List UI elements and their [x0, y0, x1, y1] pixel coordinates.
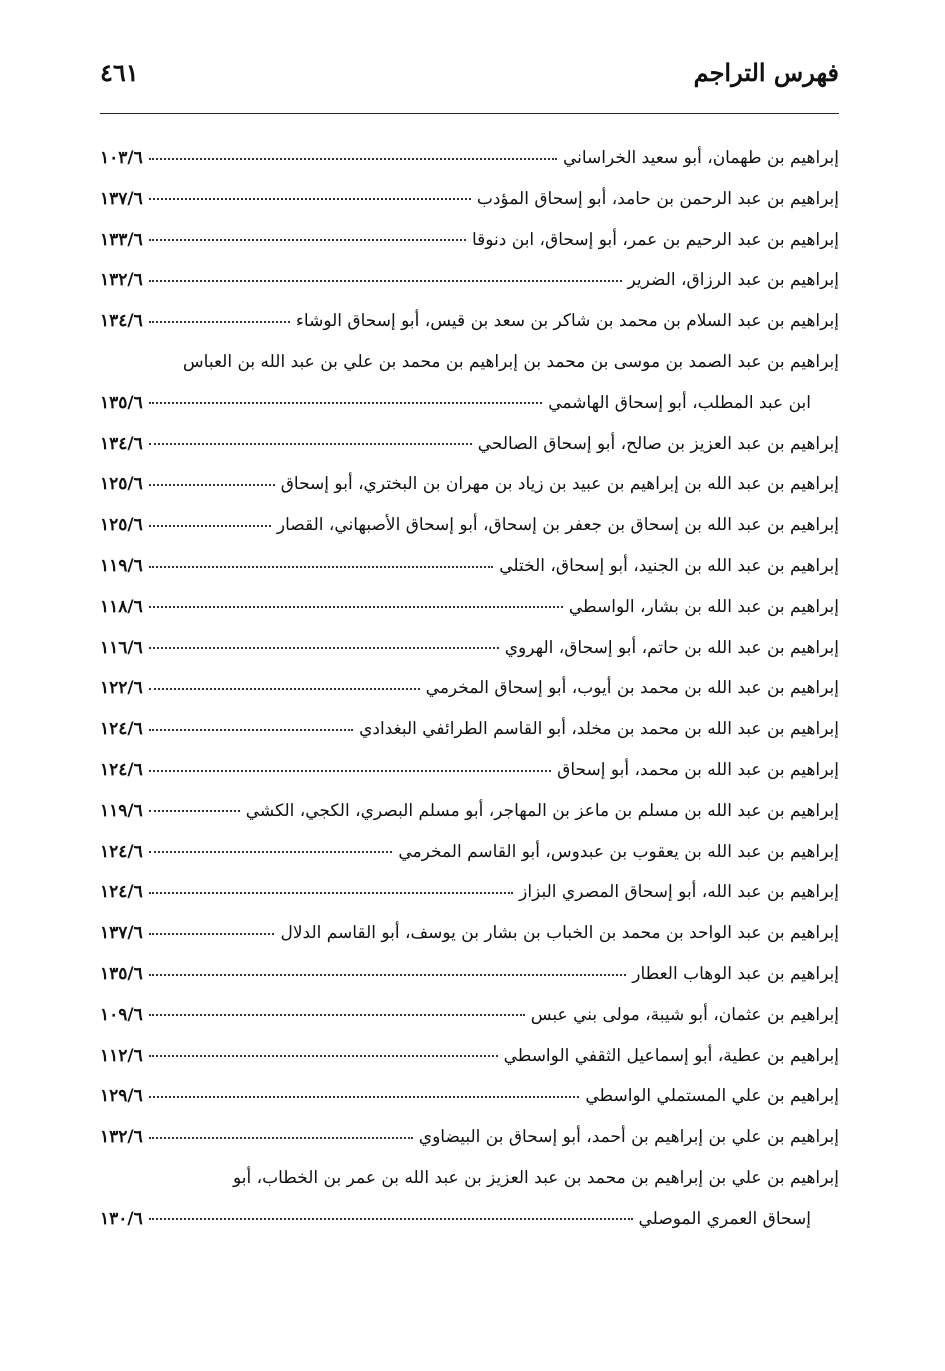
entry-line: [100, 464, 839, 505]
volume-page-ref: ١٣٥/٦: [100, 963, 143, 984]
index-entry: [100, 138, 839, 179]
index-entry: [100, 1158, 839, 1240]
index-entry: [100, 1076, 839, 1117]
leader-dots: [149, 761, 551, 772]
entry-name: إبراهيم بن عبد الله، أبو إسحاق المصري البزاز: [519, 882, 839, 903]
entry-continuation-line: [100, 383, 839, 424]
index-entries: [100, 138, 839, 1240]
entry-continuation-line: [100, 1199, 839, 1240]
entry-name: إبراهيم بن عبد الله بن إسحاق بن جعفر بن إسحاق، أبو إسحاق الأصبهاني، القصار: [276, 515, 839, 536]
leader-dots: [149, 312, 290, 323]
entry-line: [100, 1076, 839, 1117]
leader-dots: [149, 598, 563, 609]
entry-line: [100, 1158, 839, 1199]
volume-page-ref: ١٣٢/٦: [100, 1127, 143, 1148]
entry-name: إبراهيم بن عبد الله بن محمد بن أيوب، أبو إسحاق المخرمي: [425, 678, 839, 699]
entry-name: إبراهيم بن عبد الرحيم بن عمر، أبو إسحاق، ابن دنوقا: [471, 229, 839, 250]
volume-page-ref: ١٢٥/٦: [100, 474, 143, 495]
entry-line: [100, 179, 839, 220]
volume-page-ref: ١٣٧/٦: [100, 923, 143, 944]
entry-name: إبراهيم بن عطية، أبو إسماعيل الثقفي الواسطي: [503, 1045, 839, 1066]
running-title: فهرس التراجم: [693, 58, 839, 87]
volume-page-ref: ١٣٠/٦: [100, 1208, 143, 1229]
entry-line: [100, 1036, 839, 1077]
index-entry: [100, 1117, 839, 1158]
index-entry: [100, 505, 839, 546]
volume-page-ref: ١٣٥/٦: [100, 392, 143, 413]
volume-page-ref: ١٢٩/٦: [100, 1086, 143, 1107]
leader-dots: [149, 1087, 580, 1098]
volume-page-ref: ١١٩/٦: [100, 555, 143, 576]
page-header: [100, 58, 839, 94]
header-rule: [100, 113, 839, 114]
index-entry: [100, 913, 839, 954]
page-number: ٤٦١: [100, 58, 139, 87]
leader-dots: [149, 231, 466, 242]
entry-name: ابن عبد المطلب، أبو إسحاق الهاشمي: [548, 392, 811, 413]
volume-page-ref: ١١٨/٦: [100, 596, 143, 617]
entry-name: إبراهيم بن طهمان، أبو سعيد الخراساني: [562, 148, 839, 168]
index-entry: [100, 709, 839, 750]
index-entry: [100, 424, 839, 465]
volume-page-ref: ١٣٧/٦: [100, 188, 143, 209]
entry-name: إبراهيم بن عبد الوهاب العطار: [632, 963, 839, 984]
entry-line: [100, 832, 839, 873]
volume-page-ref: ١١٩/٦: [100, 800, 143, 821]
leader-dots: [149, 149, 557, 160]
leader-dots: [149, 802, 240, 813]
entry-line: [100, 424, 839, 465]
entry-line: [100, 220, 839, 261]
entry-line: [100, 546, 839, 587]
entry-name: إبراهيم بن عبد الواحد بن محمد بن الخباب بن بشار بن يوسف، أبو القاسم الدلال: [280, 923, 839, 944]
index-entry: [100, 750, 839, 791]
leader-dots: [149, 435, 472, 446]
entry-line: [100, 505, 839, 546]
entry-name: إسحاق العمري الموصلي: [638, 1208, 811, 1229]
entry-name: إبراهيم بن عبد الله بن محمد بن مخلد، أبو القاسم الطرائفي البغدادي: [359, 719, 839, 740]
leader-dots: [149, 1210, 633, 1221]
leader-dots: [149, 883, 513, 894]
entry-line: [100, 709, 839, 750]
volume-page-ref: ١٠٣/٦: [100, 148, 143, 168]
volume-page-ref: ١٠٩/٦: [100, 1004, 143, 1025]
entry-line: [100, 913, 839, 954]
index-entry: [100, 260, 839, 301]
entry-name: إبراهيم بن عبد السلام بن محمد بن شاكر بن سعد بن قيس، أبو إسحاق الوشاء: [295, 311, 839, 332]
volume-page-ref: ١٣٤/٦: [100, 433, 143, 454]
index-entry: [100, 464, 839, 505]
entry-line: [100, 668, 839, 709]
leader-dots: [149, 516, 271, 527]
volume-page-ref: ١٢٥/٦: [100, 515, 143, 536]
volume-page-ref: ١٣٣/٦: [100, 229, 143, 250]
leader-dots: [149, 843, 393, 854]
index-entry: [100, 220, 839, 261]
entry-name: إبراهيم بن عبد الرزاق، الضرير: [627, 270, 839, 291]
index-entry: [100, 179, 839, 220]
leader-dots: [149, 475, 275, 486]
leader-dots: [149, 1006, 525, 1017]
entry-line: [100, 342, 839, 383]
leader-dots: [149, 639, 499, 650]
entry-name: إبراهيم بن علي بن إبراهيم بن محمد بن عبد العزيز بن عبد الله بن عمر بن الخطاب، أبو: [233, 1167, 839, 1188]
volume-page-ref: ١٢٤/٦: [100, 882, 143, 903]
entry-name: إبراهيم بن عثمان، أبو شيبة، مولى بني عبس: [530, 1004, 839, 1025]
index-entry: [100, 546, 839, 587]
volume-page-ref: ١٢٤/٦: [100, 719, 143, 740]
entry-line: [100, 301, 839, 342]
index-entry: [100, 872, 839, 913]
entry-line: [100, 995, 839, 1036]
entry-line: [100, 138, 839, 179]
entry-name: إبراهيم بن عبد الرحمن بن حامد، أبو إسحاق المؤدب: [476, 188, 839, 209]
volume-page-ref: ١٢٤/٦: [100, 759, 143, 780]
volume-page-ref: ١١٢/٦: [100, 1045, 143, 1066]
leader-dots: [149, 679, 420, 690]
leader-dots: [149, 272, 622, 283]
entry-name: إبراهيم بن عبد الله بن إبراهيم بن عبيد بن زياد بن مهران بن البختري، أبو إسحاق: [280, 474, 839, 495]
index-entry: [100, 301, 839, 342]
entry-line: [100, 872, 839, 913]
volume-page-ref: ١٣٤/٦: [100, 311, 143, 332]
entry-name: إبراهيم بن عبد الله بن يعقوب بن عبدوس، أبو القاسم المخرمي: [398, 841, 839, 862]
index-entry: [100, 668, 839, 709]
index-entry: [100, 628, 839, 669]
leader-dots: [149, 924, 275, 935]
index-entry: [100, 342, 839, 424]
entry-line: [100, 791, 839, 832]
entry-name: إبراهيم بن عبد الله بن حاتم، أبو إسحاق، الهروي: [504, 637, 839, 658]
volume-page-ref: ١١٦/٦: [100, 637, 143, 658]
index-entry: [100, 832, 839, 873]
index-entry: [100, 954, 839, 995]
leader-dots: [149, 190, 471, 201]
leader-dots: [149, 720, 353, 731]
index-entry: [100, 587, 839, 628]
volume-page-ref: ١٢٢/٦: [100, 678, 143, 699]
index-entry: [100, 1036, 839, 1077]
entry-line: [100, 628, 839, 669]
entry-line: [100, 587, 839, 628]
index-entry: [100, 791, 839, 832]
entry-line: [100, 260, 839, 301]
entry-name: إبراهيم بن عبد الصمد بن موسى بن محمد بن إبراهيم بن محمد بن علي بن عبد الله بن العباس: [182, 351, 839, 372]
entry-name: إبراهيم بن عبد الله بن مسلم بن ماعز بن المهاجر، أبو مسلم البصري، الكجي، الكشي: [245, 800, 839, 821]
leader-dots: [149, 1047, 498, 1058]
entry-line: [100, 750, 839, 791]
leader-dots: [149, 557, 493, 568]
entry-name: إبراهيم بن علي المستملي الواسطي: [585, 1086, 839, 1107]
entry-name: إبراهيم بن علي بن إبراهيم بن أحمد، أبو إسحاق بن البيضاوي: [418, 1127, 839, 1148]
leader-dots: [149, 965, 627, 976]
entry-name: إبراهيم بن عبد الله بن بشار، الواسطي: [568, 596, 839, 617]
volume-page-ref: ١٢٤/٦: [100, 841, 143, 862]
entry-name: إبراهيم بن عبد الله بن محمد، أبو إسحاق: [557, 759, 839, 780]
entry-line: [100, 1117, 839, 1158]
index-entry: [100, 995, 839, 1036]
entry-name: إبراهيم بن عبد العزيز بن صالح، أبو إسحاق الصالحي: [477, 433, 839, 454]
volume-page-ref: ١٣٢/٦: [100, 270, 143, 291]
entry-name: إبراهيم بن عبد الله بن الجنيد، أبو إسحاق، الختلي: [499, 555, 839, 576]
entry-line: [100, 954, 839, 995]
leader-dots: [149, 394, 542, 405]
leader-dots: [149, 1128, 413, 1139]
